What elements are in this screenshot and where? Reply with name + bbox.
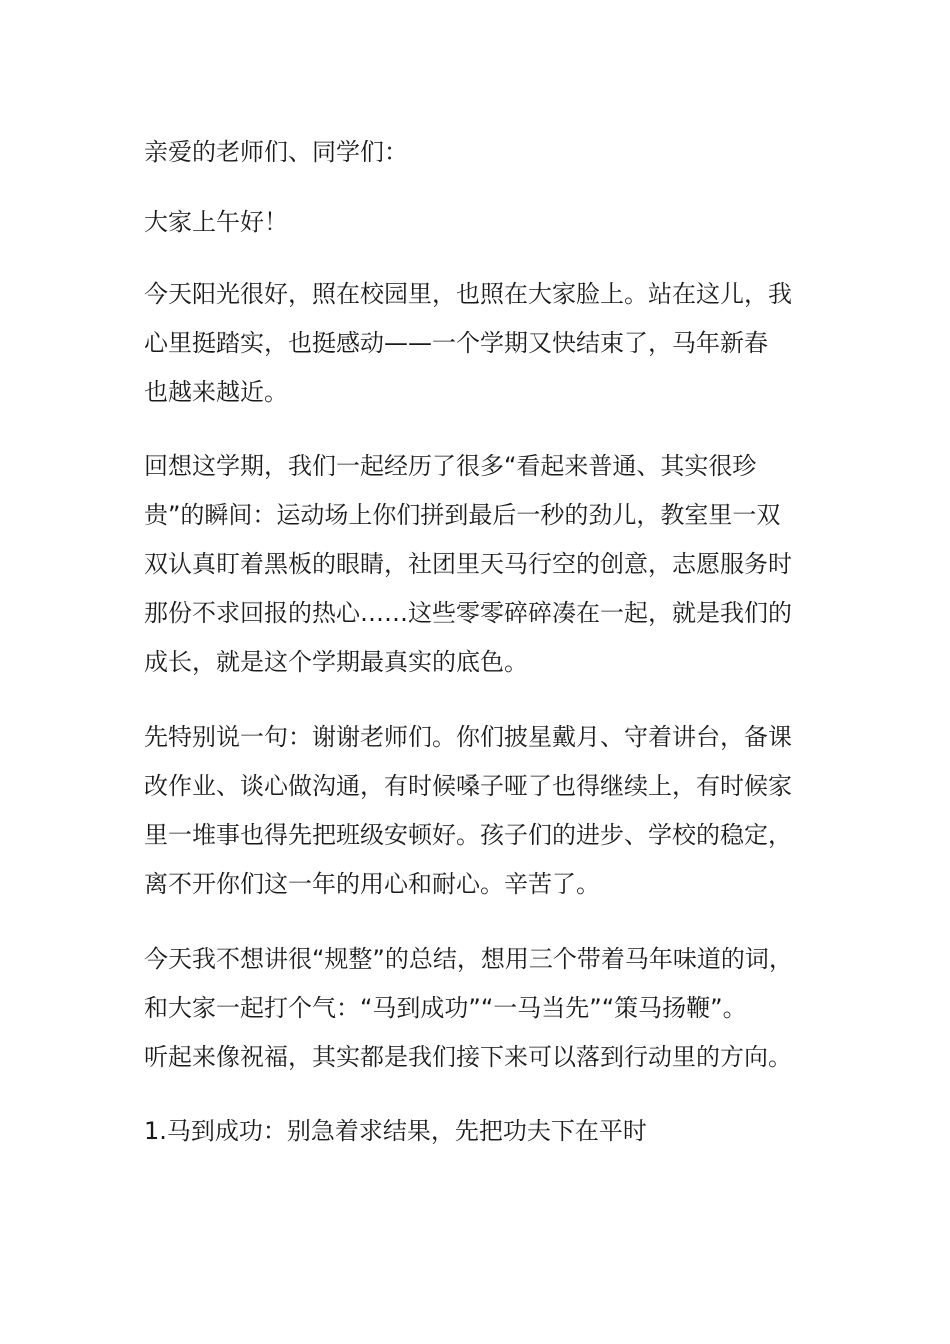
paragraph-line: 心里挺踏实，也挺感动——一个学期又快结束了，马年新春 — [144, 329, 768, 357]
paragraph-line: 成长，就是这个学期最真实的底色。 — [144, 648, 528, 676]
greeting-line: 大家上午好！ — [144, 208, 288, 236]
paragraph-line: 今天我不想讲很“规整”的总结，想用三个带着马年味道的词， — [144, 945, 793, 973]
salutation — [144, 128, 824, 177]
section-heading — [144, 1107, 824, 1156]
paragraph-line: 改作业、谈心做沟通，有时候嗓子哑了也得继续上，有时候家 — [144, 772, 792, 800]
paragraph-line: 也越来越近。 — [144, 378, 288, 406]
paragraph-line: 那份不求回报的热心……这些零零碎碎凑在一起，就是我们的 — [144, 599, 792, 627]
paragraph-line: 贵”的瞬间：运动场上你们拼到最后一秒的劲儿，教室里一双 — [144, 501, 781, 529]
paragraph-line: 双认真盯着黑板的眼睛，社团里天马行空的创意，志愿服务时 — [144, 550, 792, 578]
paragraph-sunshine — [144, 270, 824, 417]
paragraph-line: 和大家一起打个气：“马到成功”“一马当先”“策马扬鞭”。 — [144, 994, 747, 1022]
paragraph-semester-review — [144, 442, 824, 687]
paragraph-thanks-teachers — [144, 713, 824, 909]
paragraph-line: 离不开你们这一年的用心和耐心。辛苦了。 — [144, 870, 600, 898]
section-heading-line: 1.马到成功：别急着求结果，先把功夫下在平时 — [144, 1117, 647, 1145]
salutation-line: 亲爱的老师们、同学们： — [144, 138, 408, 166]
paragraph-line: 今天阳光很好，照在校园里，也照在大家脸上。站在这儿，我 — [144, 280, 792, 308]
paragraph-line: 回想这学期，我们一起经历了很多“看起来普通、其实很珍 — [144, 452, 757, 480]
paragraph-line: 先特别说一句：谢谢老师们。你们披星戴月、守着讲台，备课 — [144, 723, 792, 751]
paragraph-line: 听起来像祝福，其实都是我们接下来可以落到行动里的方向。 — [144, 1043, 792, 1071]
greeting — [144, 198, 824, 247]
paragraph-line: 里一堆事也得先把班级安顿好。孩子们的进步、学校的稳定， — [144, 821, 792, 849]
paragraph-three-phrases — [144, 935, 824, 1082]
